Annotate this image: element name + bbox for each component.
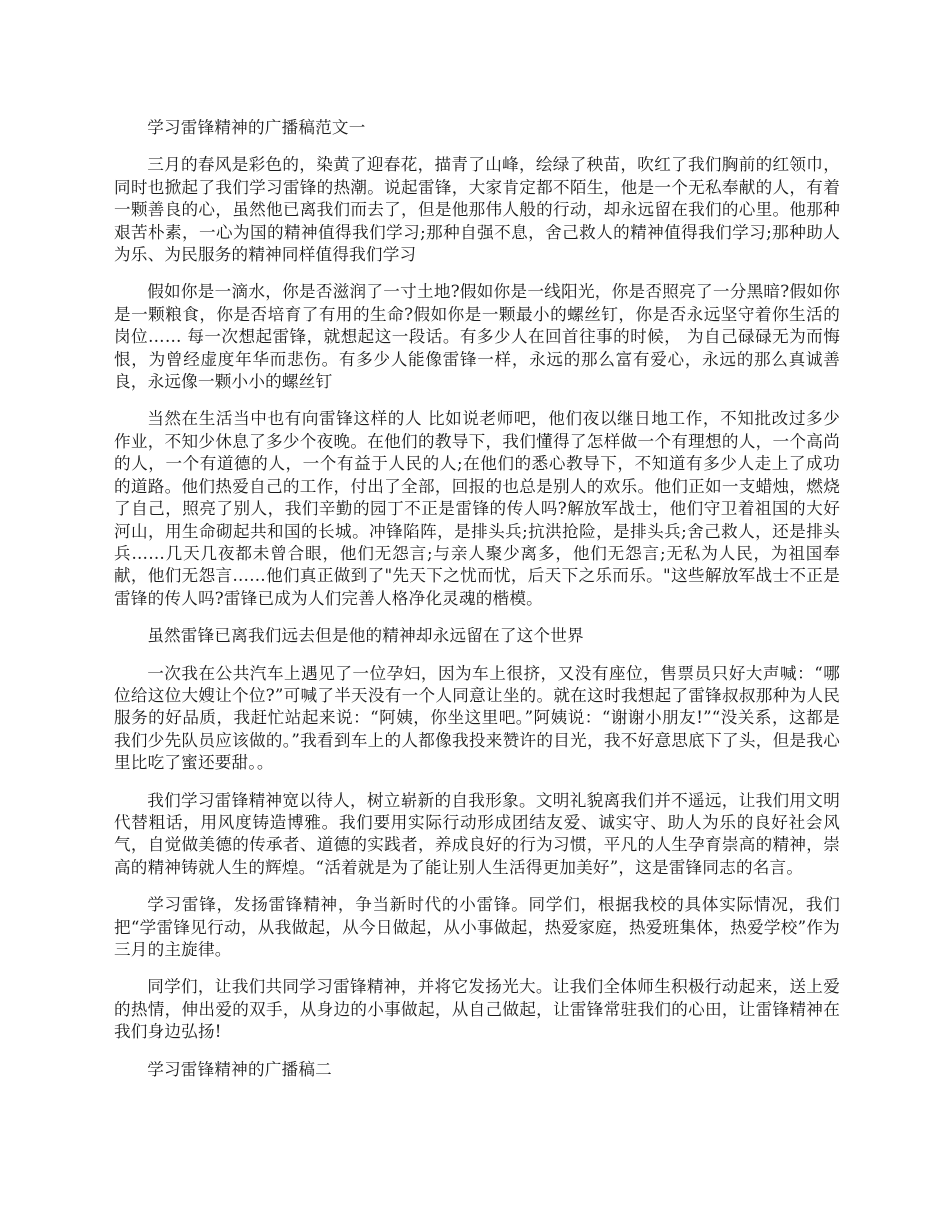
paragraph: 同学们，让我们共同学习雷锋精神，并将它发扬光大。让我们全体师生积极行动起来，送上爱的热情，伸出爱的双手，从身边的小事做起，从自己做起，让雷锋常驻我们的心田，让雷锋精神在我们身边弘扬! bbox=[114, 977, 840, 1042]
paragraph: 一次我在公共汽车上遇见了一位孕妇，因为车上很挤，又没有座位，售票员只好大声喊：“哪位给这位大嫂让个位?”可喊了半天没有一个人同意让坐的。就在这时我想起了雷锋叔叔那种为人民服务的好品质，我赶忙站起来说：“阿姨，你坐这里吧。”阿姨说：“谢谢小朋友!”“没关系，这都是我们少先队员应该做的。”我看到车上的人都像我投来赞许的目光，我不好意思底下了头，但是我心里比吃了蜜还要甜。。 bbox=[114, 663, 840, 773]
document-title: 学习雷锋精神的广播稿范文一 bbox=[147, 118, 366, 137]
paragraph: 学习雷锋，发扬雷锋精神，争当新时代的小雷锋。同学们，根据我校的具体实际情况，我们把“学雷锋见行动，从我做起，从今日做起，从小事做起，热爱家庭，热爱班集体，热爱学校”作为三月的主旋律。 bbox=[114, 895, 840, 959]
paragraph: 当然在生活当中也有向雷锋这样的人 比如说老师吧，他们夜以继日地工作，不知批改过多少作业，不知少休息了多少个夜晚。在他们的教导下，我们懂得了怎样做一个有理想的人，一个高尚的人，一个有道德的人，一个有益于人民的人;在他们的悉心教导下，不知道有多少人走上了成功的道路。他们热爱自己的工作，付出了全部，回报的也总是别人的欢乐。他们正如一支蜡烛，燃烧了自己，照亮了别人，我们辛勤的园丁不正是雷锋的传人吗?解放军战士，他们守卫着祖国的大好河山，用生命砌起共和国的长城。冲锋陷阵，是排头兵;抗洪抢险，是排头兵;舍己救人，还是排头兵……几天几夜都未曾合眼，他们无怨言;与亲人聚少离多，他们无怨言;无私为人民，为祖国奉献，他们无怨言……他们真正做到了"先天下之忧而忧，后天下之乐而乐。"这些解放军战士不正是雷锋的传人吗?雷锋已成为人们完善人格净化灵魂的楷模。 bbox=[114, 409, 840, 608]
section-heading: 学习雷锋精神的广播稿二 bbox=[147, 1059, 332, 1079]
document-page bbox=[114, 117, 840, 1096]
paragraph: 我们学习雷锋精神宽以待人，树立崭新的自我形象。文明礼貌离我们并不遥远，让我们用文明代替粗话，用风度铸造博雅。我们要用实际行动形成团结友爱、诚实守、助人为乐的良好社会风气，自觉做美德的传承者、道德的实践者，养成良好的行为习惯，平凡的人生孕育崇高的精神，崇高的精神铸就人生的辉煌。“活着就是为了能让别人生活得更加美好”，这是雷锋同志的名言。 bbox=[114, 790, 840, 877]
paragraph: 虽然雷锋已离我们远去但是他的精神却永远留在了这个世界 bbox=[147, 626, 584, 646]
paragraph: 三月的春风是彩色的，染黄了迎春花，描青了山峰，绘绿了秧苗，吹红了我们胸前的红领巾，同时也掀起了我们学习雷锋的热潮。说起雷锋，大家肯定都不陌生，他是一个无私奉献的人，有着一颗善良的心，虽然他已离我们而去了，但是他那伟人般的行动，却永远留在我们的心里。他那种艰苦朴素，一心为国的精神值得我们学习;那种自强不息，舍己救人的精神值得我们学习;那种助人为乐、为民服务的精神同样值得我们学习 bbox=[114, 155, 840, 265]
paragraph: 假如你是一滴水，你是否滋润了一寸土地?假如你是一线阳光，你是否照亮了一分黑暗?假如你是一颗粮食，你是否培育了有用的生命?假如你是一颗最小的螺丝钉，你是否永远坚守着你生活的岗位…… 每一次想起雷锋，就想起这一段话。有多少人在回首往事的时候， 为自己碌碌无为而悔恨，为曾经虚度年华而悲伤。有多少人能像雷锋一样，永远的那么富有爱心，永远的那么真诚善良，永远像一颗小小的螺丝钉 bbox=[114, 282, 840, 392]
